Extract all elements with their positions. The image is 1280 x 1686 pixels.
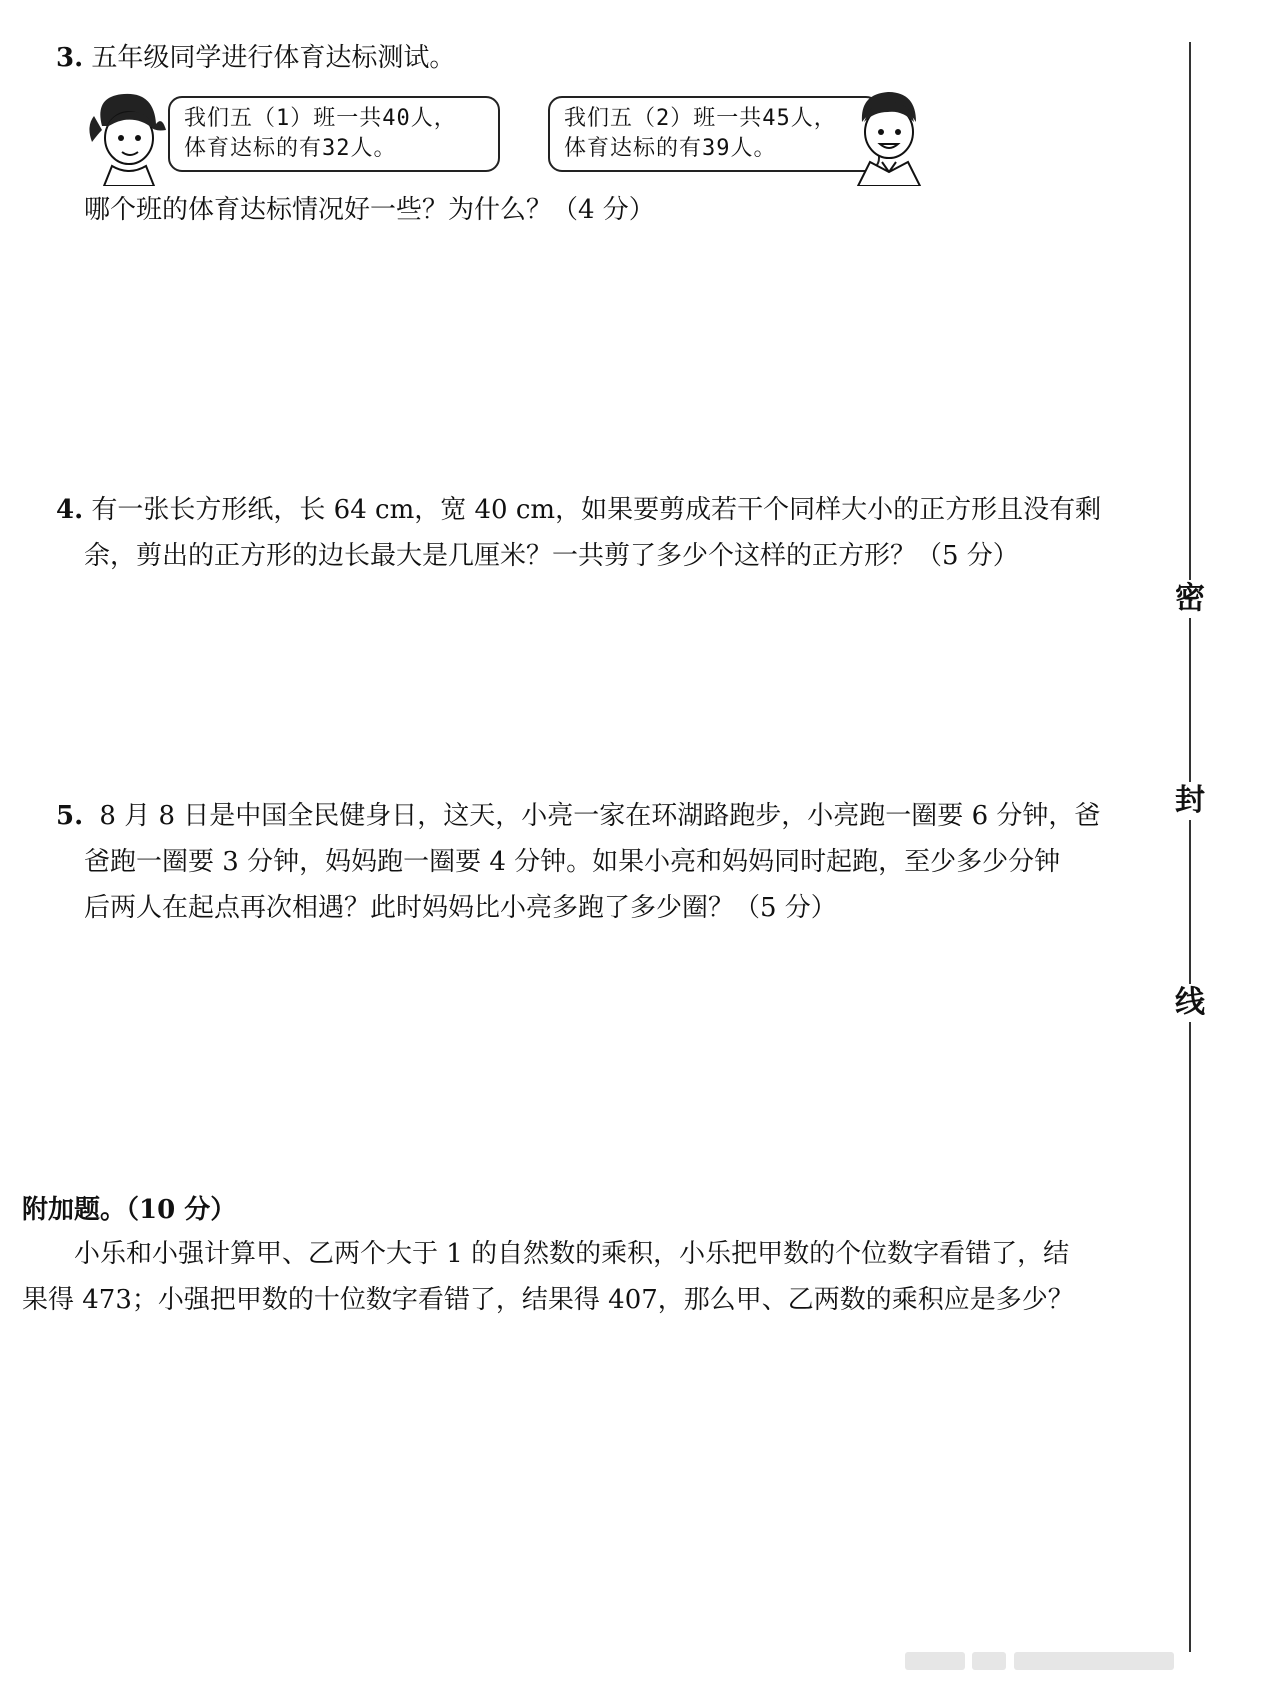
watermark-bar-2 — [972, 1652, 1006, 1670]
q3-question: 哪个班的体育达标情况好一些？为什么？（4 分） — [84, 195, 655, 225]
bonus-line1: 小乐和小强计算甲、乙两个大于 1 的自然数的乘积，小乐把甲数的个位数字看错了，结 — [74, 1239, 1070, 1269]
q4-line2: 余，剪出的正方形的边长最大是几厘米？一共剪了多少个这样的正方形？（5 分） — [84, 541, 1019, 571]
bubble-left-line1: 我们五（1）班一共40人， — [184, 106, 457, 131]
bubble-right-line2: 体育达标的有39人。 — [564, 136, 777, 161]
binding-line — [1189, 42, 1191, 1652]
speech-bubble-left — [168, 96, 500, 172]
q3-number: 3. — [56, 43, 84, 73]
bonus-title: 附加题。（10 分） — [22, 1195, 237, 1225]
bonus-line2: 果得 473；小强把甲数的十位数字看错了，结果得 407，那么甲、乙两数的乘积应是多少？ — [22, 1285, 1074, 1315]
q4-line1-text: 有一张长方形纸，长 64 cm，宽 40 cm，如果要剪成若干个同样大小的正方形且没有剩 — [91, 495, 1102, 525]
bubble-left-line2: 体育达标的有32人。 — [184, 136, 397, 161]
binding-char-mi: 密 — [1175, 581, 1205, 616]
q5-number: 5. — [56, 801, 84, 831]
girl-illustration — [84, 86, 174, 186]
bubble-right-line1: 我们五（2）班一共45人， — [564, 106, 837, 131]
binding-char-xian: 线 — [1175, 985, 1205, 1020]
q4-line1 — [56, 492, 1101, 528]
q3-title — [56, 40, 455, 76]
watermark-bar-3 — [1014, 1652, 1174, 1670]
q5-line3: 后两人在起点再次相遇？此时妈妈比小亮多跑了多少圈？（5 分） — [84, 893, 837, 923]
q3-title-text: 五年级同学进行体育达标测试。 — [91, 43, 456, 73]
watermark-bar-1 — [905, 1652, 965, 1670]
speech-bubble-right — [548, 96, 880, 172]
boy-illustration — [846, 86, 930, 186]
q4-number: 4. — [56, 495, 84, 525]
q5-line2: 爸跑一圈要 3 分钟，妈妈跑一圈要 4 分钟。如果小亮和妈妈同时起跑，至少多少分钟 — [84, 847, 1061, 877]
q5-line1 — [56, 798, 1100, 834]
binding-char-feng: 封 — [1175, 783, 1205, 818]
q5-line1-text: 8 月 8 日是中国全民健身日，这天，小亮一家在环湖路跑步，小亮跑一圈要 6 分钟，爸 — [99, 801, 1101, 831]
